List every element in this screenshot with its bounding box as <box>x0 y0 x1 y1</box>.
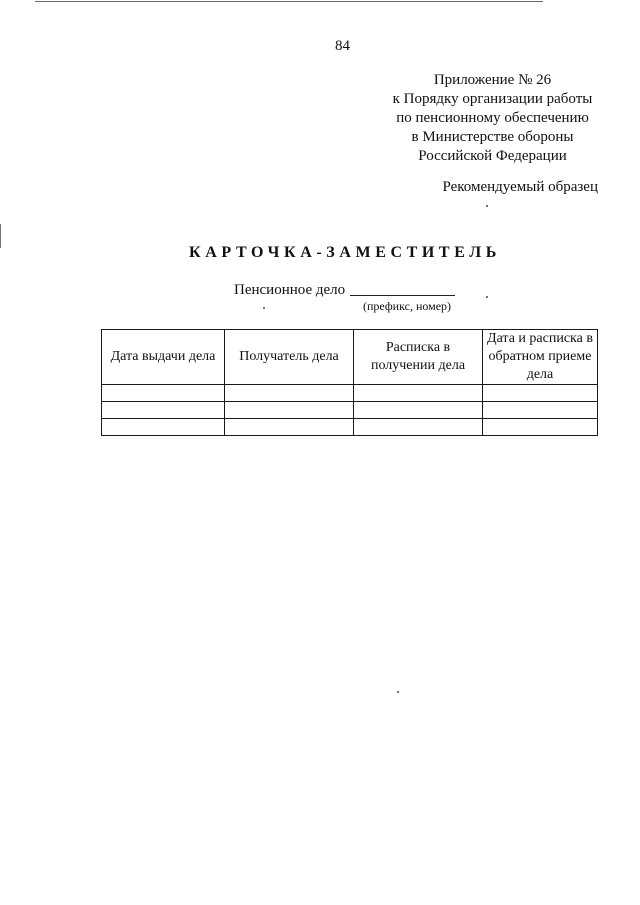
table-cell <box>225 385 354 402</box>
document-title: КАРТОЧКА-ЗАМЕСТИТЕЛЬ <box>189 244 501 261</box>
table-cell <box>102 419 225 436</box>
table-cell <box>102 402 225 419</box>
table-cell <box>483 402 598 419</box>
table-cell <box>483 419 598 436</box>
appendix-line: Приложение № 26 <box>433 72 552 88</box>
table-cell <box>225 419 354 436</box>
column-header-recipient: Получатель дела <box>225 330 354 385</box>
pension-case-fill-line <box>350 295 455 296</box>
scan-speck <box>486 296 488 298</box>
appendix-block <box>375 71 610 166</box>
table-row <box>102 402 598 419</box>
table-cell <box>225 402 354 419</box>
page-number: 84 <box>335 38 350 54</box>
scan-edge-line <box>35 1 543 2</box>
table-row <box>102 385 598 402</box>
scan-speck <box>486 205 488 207</box>
column-header-issue-date: Дата выдачи дела <box>102 330 225 385</box>
scan-speck <box>397 691 399 693</box>
appendix-line: к Порядку организации работы <box>392 91 593 107</box>
scan-speck <box>263 307 265 309</box>
table-row <box>102 419 598 436</box>
column-header-return-receipt: Дата и расписка в обратном приеме дела <box>483 330 598 385</box>
card-table <box>101 329 598 436</box>
table-header-row <box>102 330 598 385</box>
table-cell <box>354 385 483 402</box>
appendix-line: в Министерстве обороны <box>411 129 574 145</box>
table-cell <box>483 385 598 402</box>
appendix-line: Российской Федерации <box>418 148 567 164</box>
table-cell <box>354 419 483 436</box>
recommended-sample-label: Рекомендуемый образец <box>442 179 598 195</box>
pension-case-label: Пенсионное дело <box>234 282 346 298</box>
appendix-line: по пенсионному обеспечению <box>396 110 589 126</box>
table-cell <box>102 385 225 402</box>
table-cell <box>354 402 483 419</box>
pension-case-hint: (префикс, номер) <box>363 299 452 313</box>
column-header-receipt: Расписка в получении дела <box>354 330 483 385</box>
